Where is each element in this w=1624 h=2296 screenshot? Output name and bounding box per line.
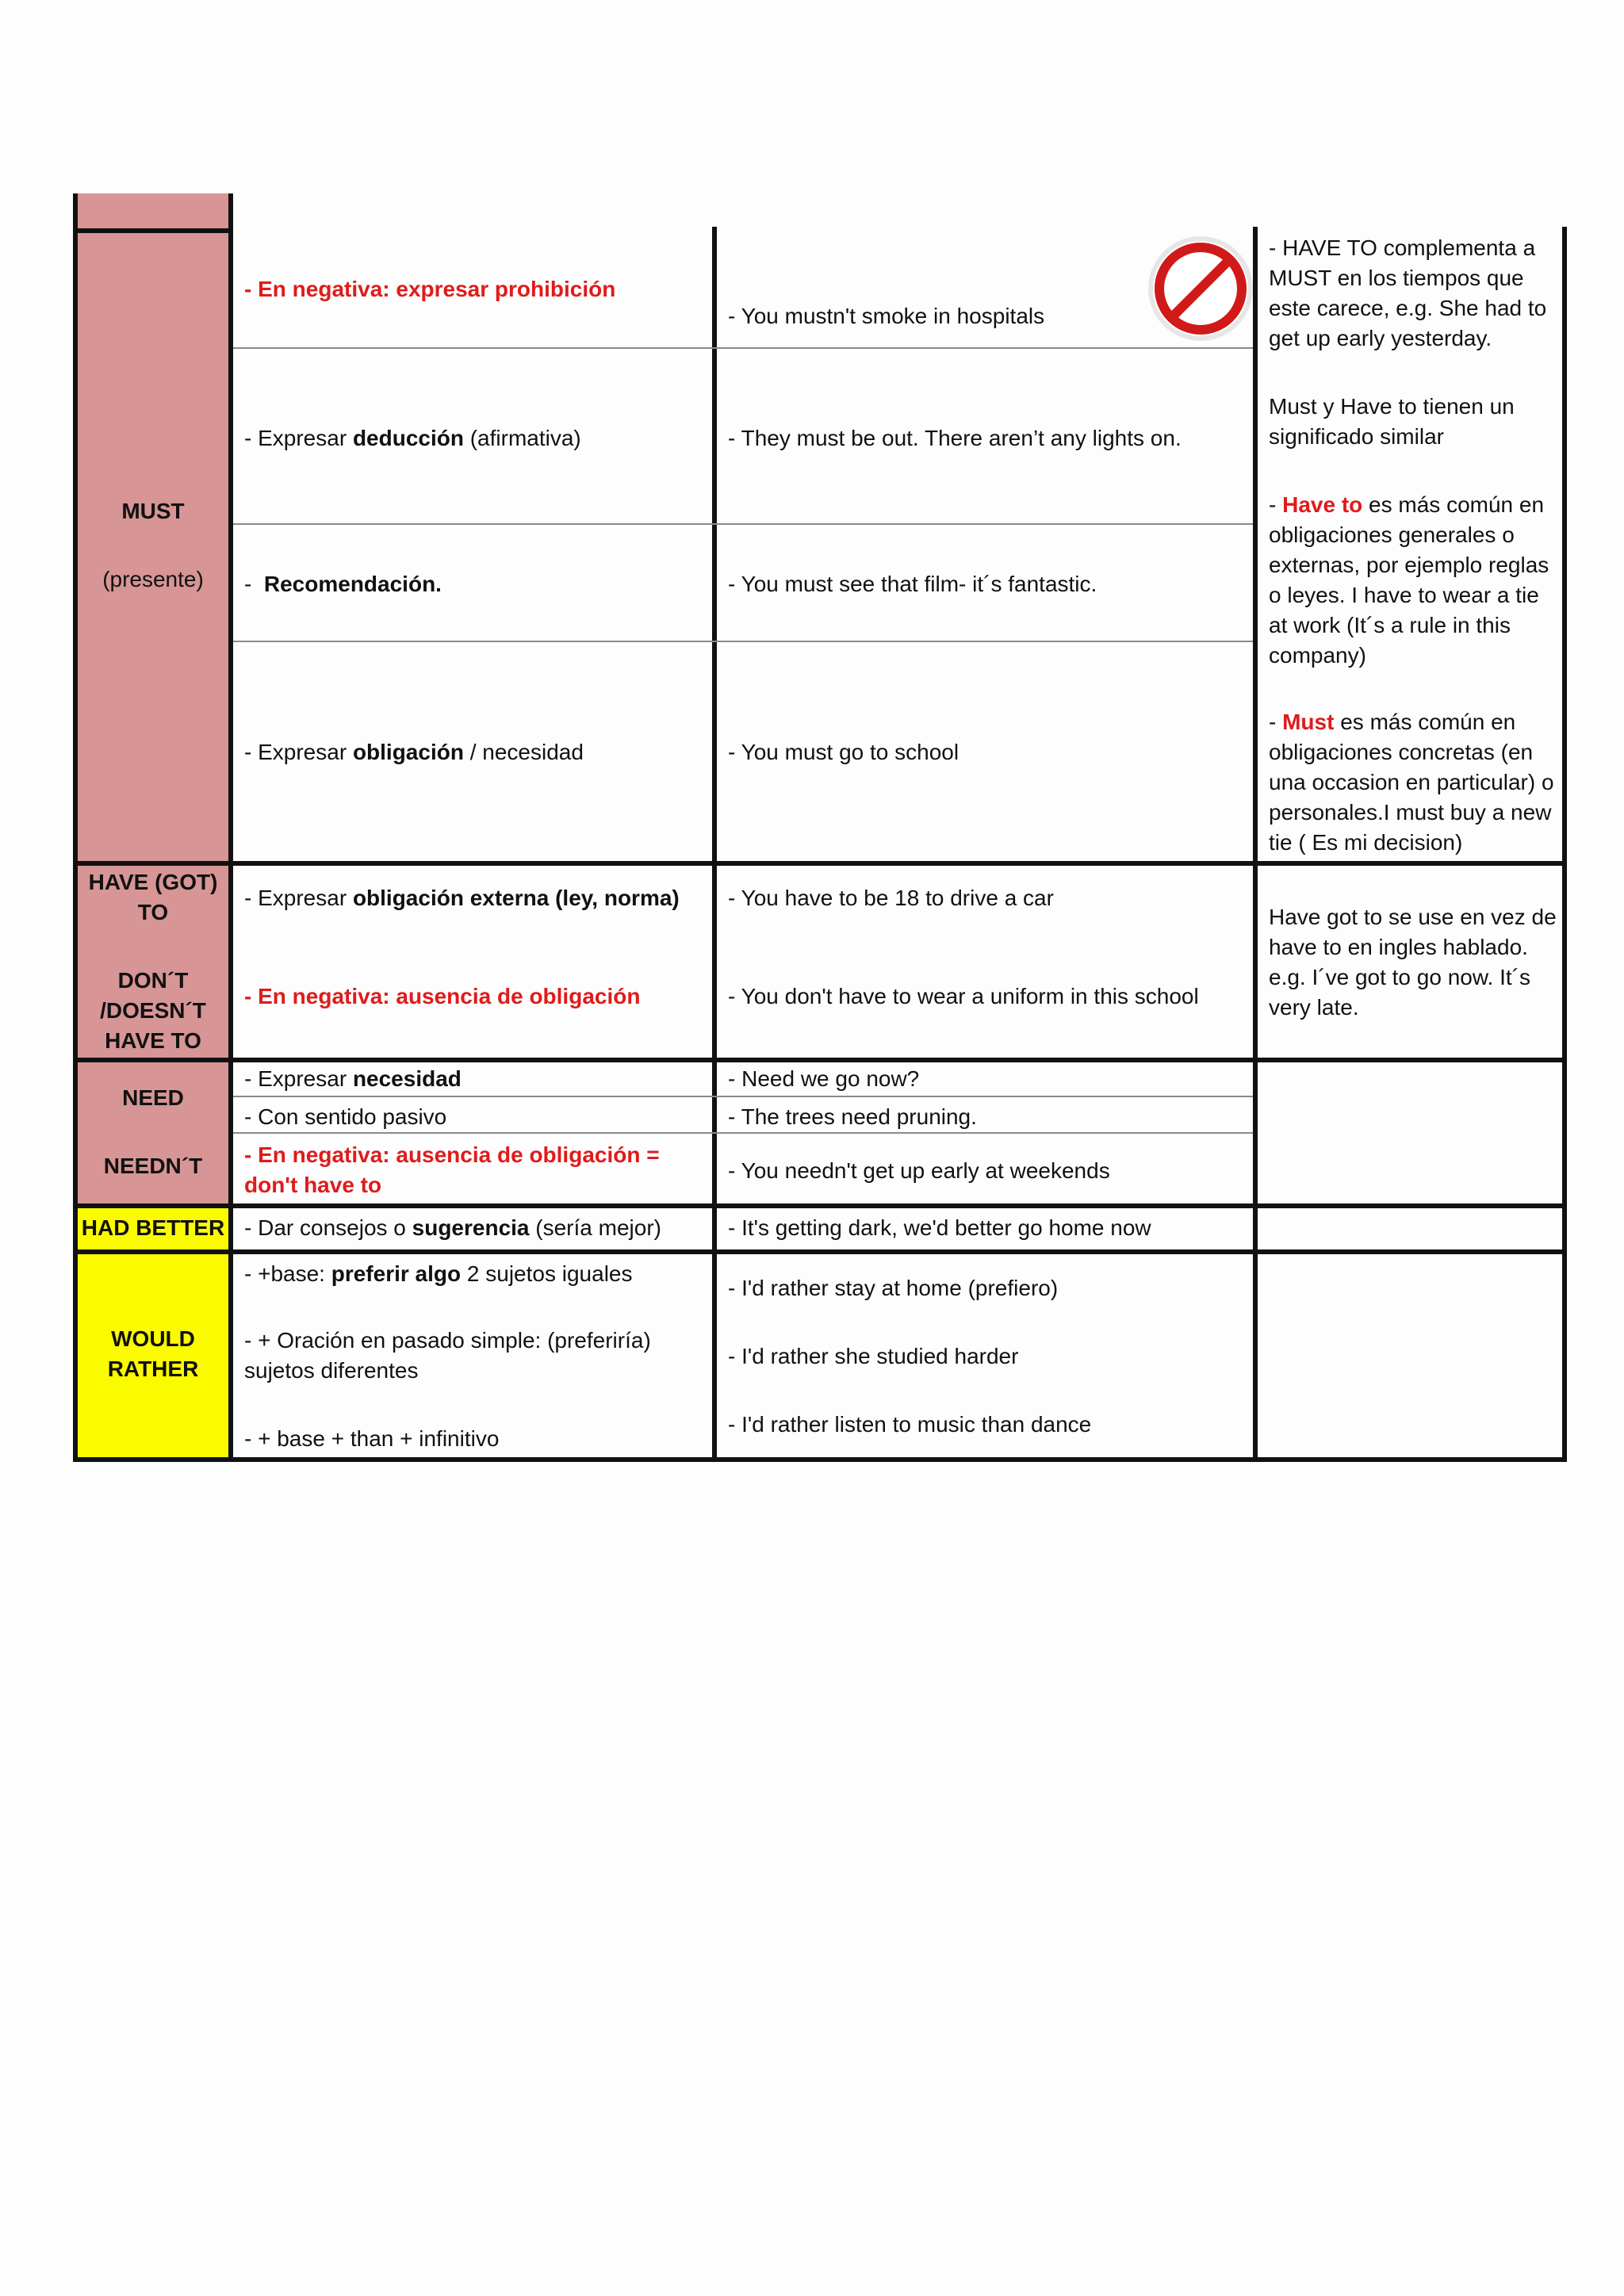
must-use-deduction (244, 423, 704, 453)
had-better-use (244, 1213, 704, 1243)
column-divider-2 (712, 227, 717, 1462)
had-better-use-prefix: - Dar consejos o (244, 1215, 412, 1240)
need-use-necessity-prefix: - Expresar (244, 1066, 353, 1091)
had-better-label: HAD BETTER (81, 1215, 225, 1240)
need-example-passive: - The trees need pruning. (728, 1104, 977, 1129)
must-row-divider-1 (233, 347, 1253, 349)
need-example-necessity: - Need we go now? (728, 1066, 920, 1091)
would-rather-example-1: - I'd rather stay at home (prefiero) (728, 1276, 1059, 1300)
must-note-must-red: Must (1282, 710, 1335, 734)
must-note-have-to-rest: es más común en obligaciones generales o externas, por ejemplo reglas o leyes. I have to wear a tie at work (It´s a rule in this company) (1269, 492, 1549, 668)
would-rather-use-base-bold: preferir algo (331, 1261, 462, 1286)
need-row-divider-2 (233, 1132, 1253, 1134)
must-use-deduction-prefix: - Expresar (244, 426, 353, 450)
must-label: MUST (121, 499, 185, 523)
must-note-have-to-red: Have to (1282, 492, 1363, 517)
row-divider-must (73, 861, 1567, 866)
had-better-example: - It's getting dark, we'd better go home now (728, 1215, 1151, 1240)
have-to-label: HAVE (GOT) TO (88, 870, 218, 924)
row-divider-need (73, 1203, 1567, 1208)
neednt-example: - You needn't get up early at weekends (728, 1158, 1110, 1183)
must-example-prohibition: - You mustn't smoke in hospitals (728, 304, 1045, 328)
column-divider-1 (228, 193, 233, 1462)
dont-have-to-use: - En negativa: ausencia de obligación (244, 984, 641, 1008)
table-border-bottom (73, 1457, 1567, 1462)
must-use-deduction-suffix: (afirmativa) (463, 426, 581, 450)
must-use-deduction-bold: deducción (352, 426, 464, 450)
would-rather-label: WOULD RATHER (107, 1326, 199, 1381)
must-note-must-prefix: - (1269, 710, 1283, 734)
table-border-right (1562, 227, 1567, 1462)
must-note-must (1269, 707, 1559, 858)
dont-have-to-label: DON´T /DOESN´T HAVE TO (100, 968, 206, 1053)
must-note-have-to (1269, 490, 1559, 671)
must-note-complement: - HAVE TO complementa a MUST en los tiempos que este carece, e.g. She had to get up early yesterday. (1269, 235, 1547, 350)
row-divider-top (73, 228, 233, 233)
must-example-deduction: - They must be out. There aren’t any lights on. (728, 426, 1182, 450)
neednt-use: - En negativa: ausencia de obligación = don't have to (244, 1142, 660, 1197)
need-label: NEED (122, 1085, 184, 1110)
would-rather-use-base-prefix: - +base: (244, 1261, 331, 1286)
would-rather-example-3: - I'd rather listen to music than dance (728, 1412, 1092, 1437)
need-use-necessity-bold: necesidad (352, 1066, 462, 1091)
have-to-use-external-bold: obligación externa (ley, norma) (352, 886, 680, 910)
dont-have-to-example: - You don't have to wear a uniform in this school (728, 984, 1199, 1008)
would-rather-use-base (244, 1259, 704, 1289)
would-rather-use-base-suffix: 2 sujetos iguales (461, 1261, 633, 1286)
must-row-divider-3 (233, 641, 1253, 642)
must-use-obligation-prefix: - Expresar (244, 740, 353, 764)
must-use-obligation-suffix: / necesidad (463, 740, 584, 764)
must-use-obligation-bold: obligación (352, 740, 464, 764)
must-note-have-to-prefix: - (1269, 492, 1283, 517)
would-rather-use-than: - + base + than + infinitivo (244, 1426, 500, 1451)
would-rather-use-past: - + Oración en pasado simple: (preferiría) sujetos diferentes (244, 1328, 651, 1383)
have-got-to-note: Have got to se use en vez de have to en ingles hablado. e.g. I´ve got to go now. It´s very late. (1269, 905, 1557, 1020)
must-use-prohibition: - En negativa: expresar prohibición (244, 277, 616, 301)
row-divider-had-better (73, 1249, 1567, 1254)
must-use-recommendation-bold: Recomendación. (263, 572, 442, 596)
prohibition-icon (1147, 235, 1254, 342)
have-to-example-external: - You have to be 18 to drive a car (728, 886, 1054, 910)
must-label-cell (78, 233, 228, 861)
had-better-use-suffix: (sería mejor) (529, 1215, 661, 1240)
must-note-must-rest: es más común en obligaciones concretas (en una occasion en particular) o personales.I must buy a new tie ( Es mi decision) (1269, 710, 1554, 855)
column-divider-3 (1253, 227, 1258, 1462)
have-to-use-external (244, 883, 704, 913)
had-better-use-bold: sugerencia (412, 1215, 530, 1240)
must-label-cell-top (78, 193, 228, 228)
have-to-use-external-prefix: - Expresar (244, 886, 353, 910)
neednt-label: NEEDN´T (103, 1154, 203, 1178)
row-divider-have-to (73, 1058, 1567, 1062)
must-use-obligation (244, 737, 704, 767)
must-example-recommendation: - You must see that film- it´s fantastic. (728, 572, 1097, 596)
must-sublabel: (presente) (102, 567, 204, 591)
need-use-passive: - Con sentido pasivo (244, 1104, 447, 1129)
table-border-left (73, 193, 78, 1462)
must-example-obligation: - You must go to school (728, 740, 959, 764)
must-note-similar: Must y Have to tienen un significado similar (1269, 394, 1515, 449)
must-row-divider-2 (233, 523, 1253, 525)
must-use-recommendation-prefix: - (244, 572, 264, 596)
need-row-divider-1 (233, 1096, 1253, 1097)
must-use-recommendation (244, 569, 704, 599)
need-use-necessity (244, 1064, 704, 1094)
would-rather-example-2: - I'd rather she studied harder (728, 1344, 1019, 1368)
